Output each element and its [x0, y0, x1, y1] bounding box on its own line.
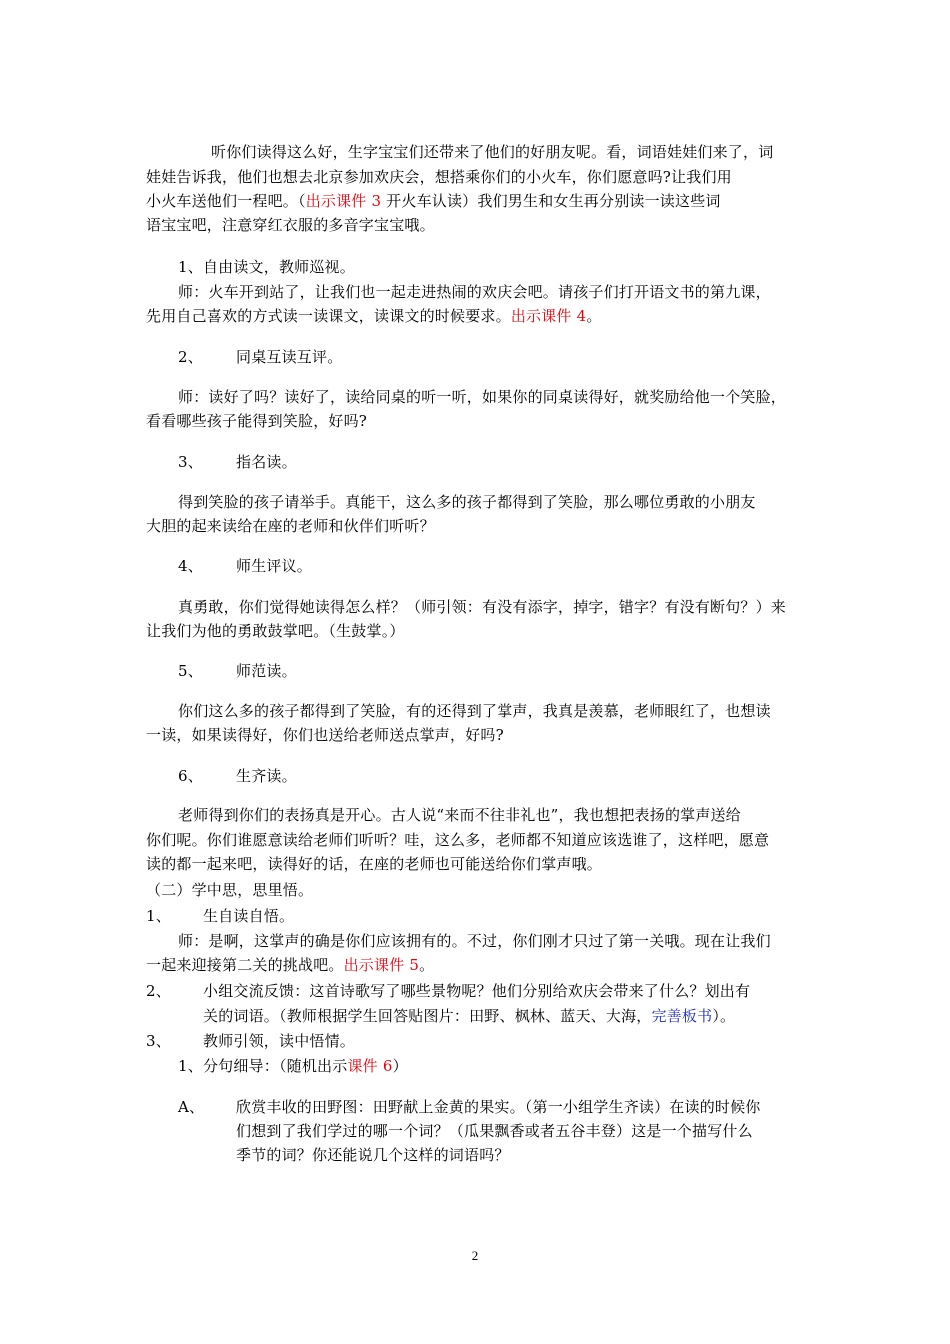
text-run: 先用自己喜欢的方式读一读课文，读课文的时候要求。 — [146, 307, 511, 325]
step-heading: 师生评议。 — [236, 557, 313, 575]
courseware-reference: 出示课件 5 — [343, 956, 420, 974]
list-number: 3、 — [146, 1032, 171, 1050]
list-number: 1、 — [146, 907, 171, 925]
text-run: 1、分句细导：（随机出示 — [178, 1057, 348, 1075]
list-number: 2、 — [146, 982, 171, 1000]
paragraph-line: 师：火车开到站了，让我们也一起走进热闹的欢庆会吧。请孩子们打开语文书的第九课， — [178, 283, 771, 301]
paragraph-line: 看看哪些孩子能得到笑脸，好吗? — [146, 412, 368, 430]
text-run: 开火车认读）我们男生和女生再分别读一读这些词 — [381, 192, 721, 210]
sub-item — [178, 1056, 408, 1076]
courseware-reference: 出示课件 4 — [510, 307, 587, 325]
paragraph-line: 读的都一起来吧，读得好的话，在座的老师也可能送给你们掌声哦。 — [146, 855, 603, 873]
sub-item-text: 们想到了我们学过的哪一个词？（瓜果飘香或者五谷丰登）这是一个描写什么 — [236, 1122, 753, 1140]
list-item: 教师引领，读中悟情。 — [203, 1032, 356, 1050]
paragraph-line: 让我们为他的勇敢鼓掌吧。（生鼓掌。） — [146, 622, 405, 640]
paragraph-line: 大胆的起来读给在座的老师和伙伴们听听？ — [146, 517, 435, 535]
step-number: 6、 — [178, 767, 203, 785]
text-run: 。 — [586, 307, 602, 325]
paragraph-line: 你们呢。你们谁愿意读给老师们听听？哇，这么多，老师都不知道应该选谁了，这样吧，愿意 — [146, 831, 770, 849]
text-run: 一起来迎接第二关的挑战吧。 — [146, 956, 344, 974]
step-heading: 师范读。 — [236, 662, 297, 680]
paragraph-line: 你们这么多的孩子都得到了笑脸，有的还得到了掌声，我真是羡慕，老师眼红了，也想读 — [178, 702, 771, 720]
paragraph-line — [146, 955, 434, 975]
courseware-reference: 出示课件 3 — [305, 192, 382, 210]
section-heading: （二）学中思，思里悟。 — [146, 881, 314, 899]
step-number: 2、 — [178, 348, 203, 366]
paragraph-line: 得到笑脸的孩子请举手。真能干，这么多的孩子都得到了笑脸，那么哪位勇敢的小朋友 — [178, 493, 756, 511]
paragraph-line: 真勇敢，你们觉得她读得怎么样？（师引领：有没有添字，掉字，错字？有没有断句？）来 — [178, 598, 787, 616]
step-number: 3、 — [178, 453, 203, 471]
paragraph-line: 娃娃告诉我，他们也想去北京参加欢庆会，想搭乘你们的小火车，你们愿意吗?让我们用 — [146, 168, 732, 186]
paragraph-line: 一读，如果读得好，你们也送给老师送点掌声，好吗? — [146, 726, 504, 744]
step-number: 5、 — [178, 662, 203, 680]
list-item: 小组交流反馈：这首诗歌写了哪些景物呢？他们分别给欢庆会带来了什么？划出有 — [203, 982, 751, 1000]
sub-item-text: 欣赏丰收的田野图：田野献上金黄的果实。（第一小组学生齐读）在读的时候你 — [236, 1098, 761, 1116]
list-item-continuation — [203, 1006, 735, 1026]
sub-item-letter: A、 — [178, 1098, 205, 1116]
paragraph-line: 老师得到你们的表扬真是开心。古人说“来而不往非礼也”，我也想把表扬的掌声送给 — [178, 806, 741, 824]
paragraph-line — [146, 191, 721, 211]
step-heading: 指名读。 — [236, 453, 297, 471]
paragraph-line — [146, 306, 602, 326]
text-run: 关的词语。（教师根据学生回答贴图片：田野、枫林、蓝天、大海， — [203, 1007, 652, 1025]
text-run: 。 — [419, 956, 435, 974]
list-item: 生自读自悟。 — [203, 907, 295, 925]
step-heading: 1、自由读文，教师巡视。 — [178, 258, 355, 276]
paragraph-line: 师：读好了吗？读好了，读给同桌的听一听，如果你的同桌读得好，就奖励给他一个笑脸， — [178, 388, 787, 406]
courseware-reference: 课件 6 — [347, 1057, 393, 1075]
step-heading: 同桌互读互评。 — [236, 348, 343, 366]
step-number: 4、 — [178, 557, 203, 575]
paragraph-line: 语宝宝吧，注意穿红衣服的多音字宝宝哦。 — [146, 216, 435, 234]
sub-item-text: 季节的词？你还能说几个这样的词语吗？ — [236, 1146, 510, 1164]
text-run: ）。 — [712, 1007, 736, 1025]
page-number: 2 — [471, 1248, 479, 1263]
board-reference: 完善板书 — [651, 1007, 713, 1025]
step-heading: 生齐读。 — [236, 767, 297, 785]
text-run: 小火车送他们一程吧。（ — [146, 192, 306, 210]
paragraph-line: 听你们读得这么好，生字宝宝们还带来了他们的好朋友呢。看，词语娃娃们来了，词 — [211, 143, 774, 161]
text-run: ） — [392, 1057, 408, 1075]
paragraph-line: 师：是啊，这掌声的确是你们应该拥有的。不过，你们刚才只过了第一关哦。现在让我们 — [178, 932, 771, 950]
